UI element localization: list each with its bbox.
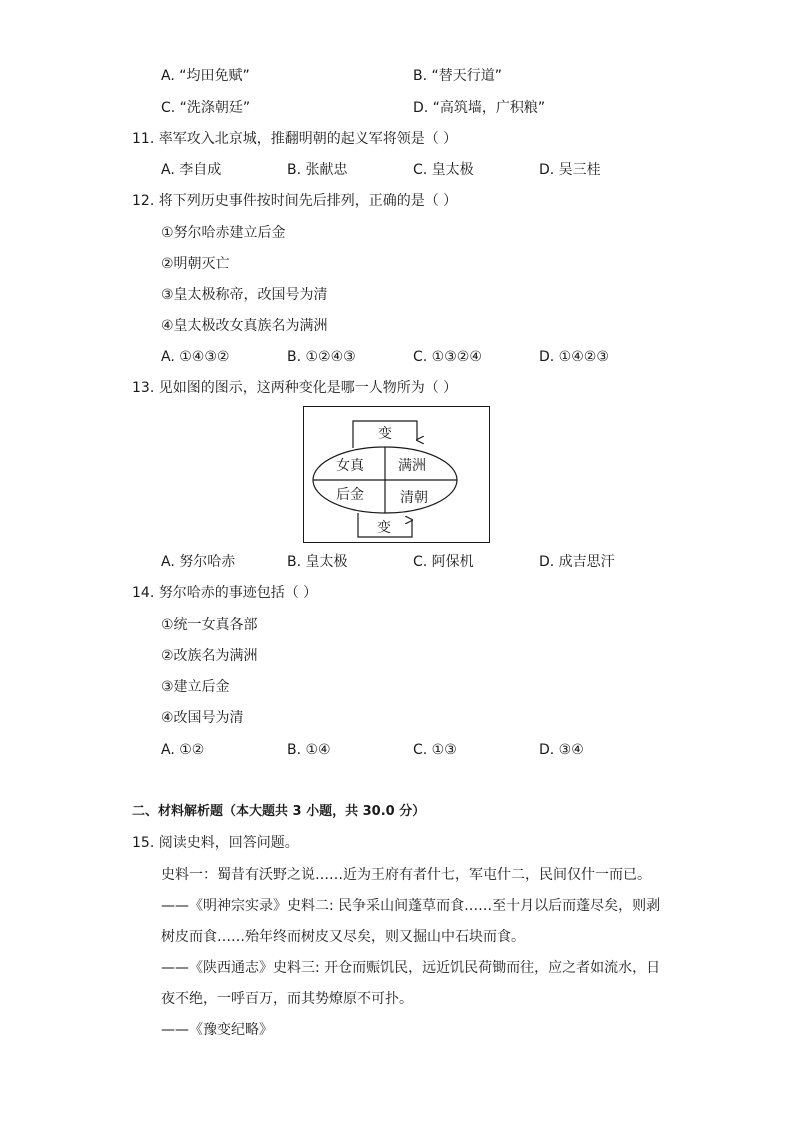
q13-figure: [303, 406, 491, 544]
q12-option-a: A. ①④③②: [161, 349, 230, 365]
q13-stem: 13. 见如图的图示，这两种变化是哪一人物所为（ ）: [132, 380, 458, 396]
q15-line-5: 夜不绝，一呼百万，而其势燎原不可扑。: [161, 991, 413, 1007]
cell-houjin: 后金: [336, 487, 364, 503]
q15-line-2: ——《明神宗实录》史料二: 民争采山间蓬草而食……至十月以后而蓬尽矣，则剥: [161, 898, 661, 914]
q15-line-6: ——《豫变纪略》: [161, 1022, 273, 1038]
top-change-label: 变: [378, 426, 392, 442]
cell-manzhou: 满洲: [398, 458, 426, 474]
q13-option-c: C. 阿保机: [413, 554, 474, 570]
q13-option-b: B. 皇太极: [287, 554, 348, 570]
q14-option-b: B. ①④: [287, 742, 331, 758]
bottom-change-label: 变: [377, 520, 391, 536]
q14-option-d: D. ③④: [539, 742, 584, 758]
q15-line-3: 树皮而食……殆年终而树皮又尽矣，则又掘山中石块而食。: [161, 929, 525, 945]
q11-stem: 11. 率军攻入北京城，推翻明朝的起义军将领是（ ）: [132, 131, 458, 147]
q14-item-3: ③建立后金: [161, 679, 230, 695]
q11-option-b: B. 张献忠: [287, 162, 348, 178]
q13-option-d: D. 成吉思汗: [539, 554, 615, 570]
q15-line-1: 史料一：蜀昔有沃野之说……近为王府有者什七，军屯什二，民间仅什一而已。: [161, 867, 651, 883]
q10-option-d: D. “高筑墙，广积粮”: [413, 100, 546, 116]
q14-option-c: C. ①③: [413, 742, 457, 758]
cell-nuzhen: 女真: [336, 458, 364, 474]
q12-item-4: ④皇太极改女真族名为满洲: [161, 318, 328, 334]
q12-item-3: ③皇太极称帝，改国号为清: [161, 287, 328, 303]
q14-option-a: A. ①②: [161, 742, 205, 758]
q12-item-1: ①努尔哈赤建立后金: [161, 225, 286, 241]
q11-option-d: D. 吴三桂: [539, 162, 601, 178]
q14-item-1: ①统一女真各部: [161, 617, 258, 633]
q11-option-a: A. 李自成: [161, 162, 222, 178]
q15-stem: 15. 阅读史料，回答问题。: [132, 835, 299, 851]
q10-option-a: A. “均田免赋”: [161, 68, 250, 84]
q15-line-4: ——《陕西通志》史料三: 开仓而赈饥民，远近饥民荷锄而往，应之者如流水，日: [161, 960, 661, 976]
figure-frame: [304, 407, 490, 543]
q12-option-d: D. ①④②③: [539, 349, 609, 365]
cell-qingchao: 清朝: [400, 490, 428, 506]
q12-option-b: B. ①②④③: [287, 349, 356, 365]
q14-item-2: ②改族名为满洲: [161, 648, 258, 664]
q10-option-c: C. “洗涤朝廷”: [161, 100, 251, 116]
q10-option-b: B. “替天行道”: [413, 68, 503, 84]
q14-stem: 14. 努尔哈赤的事迹包括（ ）: [132, 585, 318, 601]
q14-item-4: ④改国号为清: [161, 710, 244, 726]
q12-stem: 12. 将下列历史事件按时间先后排列，正确的是（ ）: [132, 193, 458, 209]
q12-item-2: ②明朝灭亡: [161, 256, 230, 272]
q13-option-a: A. 努尔哈赤: [161, 554, 236, 570]
section-heading: 二、材料解析题（本大题共 3 小题，共 30.0 分）: [132, 804, 426, 819]
q11-option-c: C. 皇太极: [413, 162, 474, 178]
q12-option-c: C. ①③②④: [413, 349, 482, 365]
